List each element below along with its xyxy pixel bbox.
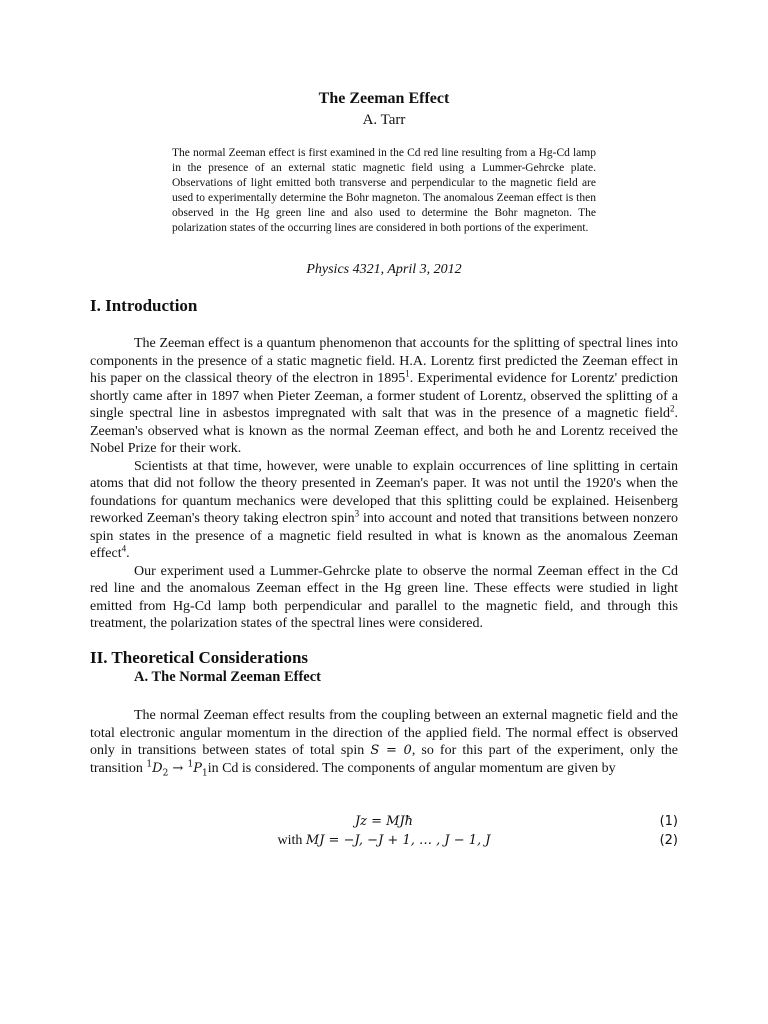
introduction-body <box>90 335 678 633</box>
equation-2-expression: MJ = −J, −J + 1, … , J − 1, J <box>305 833 491 848</box>
paper-title: The Zeeman Effect <box>318 90 450 107</box>
abstract: The normal Zeeman effect is first examined in the Cd red line resulting from a Hg-Cd lamp in the presence of an external static magnetic field using a Lummer-Gehrcke plate. Observations of light emitted both transverse and perpendicular to the magnetic field are used to experimentally determine the Bohr magneton. The anomalous Zeeman effect is then observed in the Hg green line and also used to determine the Bohr magneton. The polarization states of the occurring lines are considered in both portions of the experiment. <box>172 147 596 234</box>
section-heading-theoretical: II. Theoretical Considerations <box>90 648 309 667</box>
theory-paragraph-1 <box>90 707 678 783</box>
subsection-heading-normal-zeeman: A. The Normal Zeeman Effect <box>134 669 321 685</box>
footnote-ref-1: 1 <box>405 368 410 379</box>
intro-p2-text-b: into account and noted that transitions between nonzero spin states in the presence of a magnetic field resulted in what is known as the anomalous Zeeman effect <box>90 511 678 561</box>
transition-sup-1: 1 <box>146 759 153 770</box>
theory-p1-text-c: in Cd is considered. The components of angular momentum are given by <box>207 760 616 776</box>
course-dateline: Physics 4321, April 3, 2012 <box>306 262 462 277</box>
intro-p1-text-c: . Zeeman's observed what is known as the normal Zeeman effect, and both he and Lorentz received the Nobel Prize for their work. <box>90 406 678 456</box>
intro-p1-text-a: The Zeeman effect is a quantum phenomenon that accounts for the splitting of spectral lines into components in the presence of a static magnetic field. H.A. Lorentz first predicted the Zeeman effect in his paper on the classical theory of the electron in 1895 <box>90 336 678 386</box>
intro-paragraph-2 <box>90 458 678 563</box>
intro-paragraph-1 <box>90 335 678 458</box>
section-heading-introduction: I. Introduction <box>90 296 198 315</box>
transition-P: P <box>193 760 202 776</box>
theory-p1-text-a: The normal Zeeman effect results from the coupling between an external magnetic field and the total electronic angular momentum in the direction of the applied field. The normal effect is observed only in transitions between states of total spin <box>90 708 678 758</box>
intro-paragraph-3: Our experiment used a Lummer-Gehrcke plate to observe the normal Zeeman effect in the Cd red line and the anomalous Zeeman effect in the Hg green line. These effects were studied in light emitted from Hg-Cd lamp both perpendicular and parallel to the magnetic field, and through this treatment, the polarization states of the spectral lines were considered. <box>90 563 678 631</box>
transition-sup-2: 1 <box>187 759 194 770</box>
transition-arrow: → <box>168 760 188 776</box>
equation-2 <box>90 833 678 851</box>
theory-body <box>90 707 678 783</box>
equation-1 <box>90 814 678 832</box>
transition-sub-1: 1 <box>201 768 208 779</box>
equation-2-line <box>90 833 678 849</box>
equation-1-expression: Jz = MJħ <box>354 814 414 829</box>
transition-D: D <box>152 760 163 776</box>
transition-sub-2: 2 <box>162 768 169 779</box>
intro-p1-text-b: . Experimental evidence for Lorentz' prediction shortly came after in 1897 when Pieter Zeeman, a former student of Lorentz, observed the splitting of a single spectral line in asbestos impregnated with salt that was in the presence of a magnetic field <box>90 371 678 421</box>
paper-author: A. Tarr <box>362 112 406 128</box>
spin-expression: S = 0 <box>370 743 412 758</box>
equation-2-prefix: with <box>277 833 306 848</box>
intro-p2-text-c: . <box>126 546 130 561</box>
intro-p2-text-a: Scientists at that time, however, were unable to explain occurrences of line splitting in certain atoms that did not follow the theory presented in Zeeman's paper. It was not until the 1920's when the foundations for quantum mechanics were developed that this splitting could be explained. Heisenberg reworked Zeeman's theory taking electron spin <box>90 458 678 526</box>
footnote-ref-4: 4 <box>121 543 127 554</box>
footnote-ref-3: 3 <box>354 508 360 519</box>
equation-1-number: (1) <box>659 814 678 829</box>
theory-p1-text-b: , so for this part of the experiment, only the transition <box>90 743 678 776</box>
equation-2-number: (2) <box>659 833 678 848</box>
transition-expression <box>146 759 208 779</box>
footnote-ref-2: 2 <box>670 403 675 414</box>
